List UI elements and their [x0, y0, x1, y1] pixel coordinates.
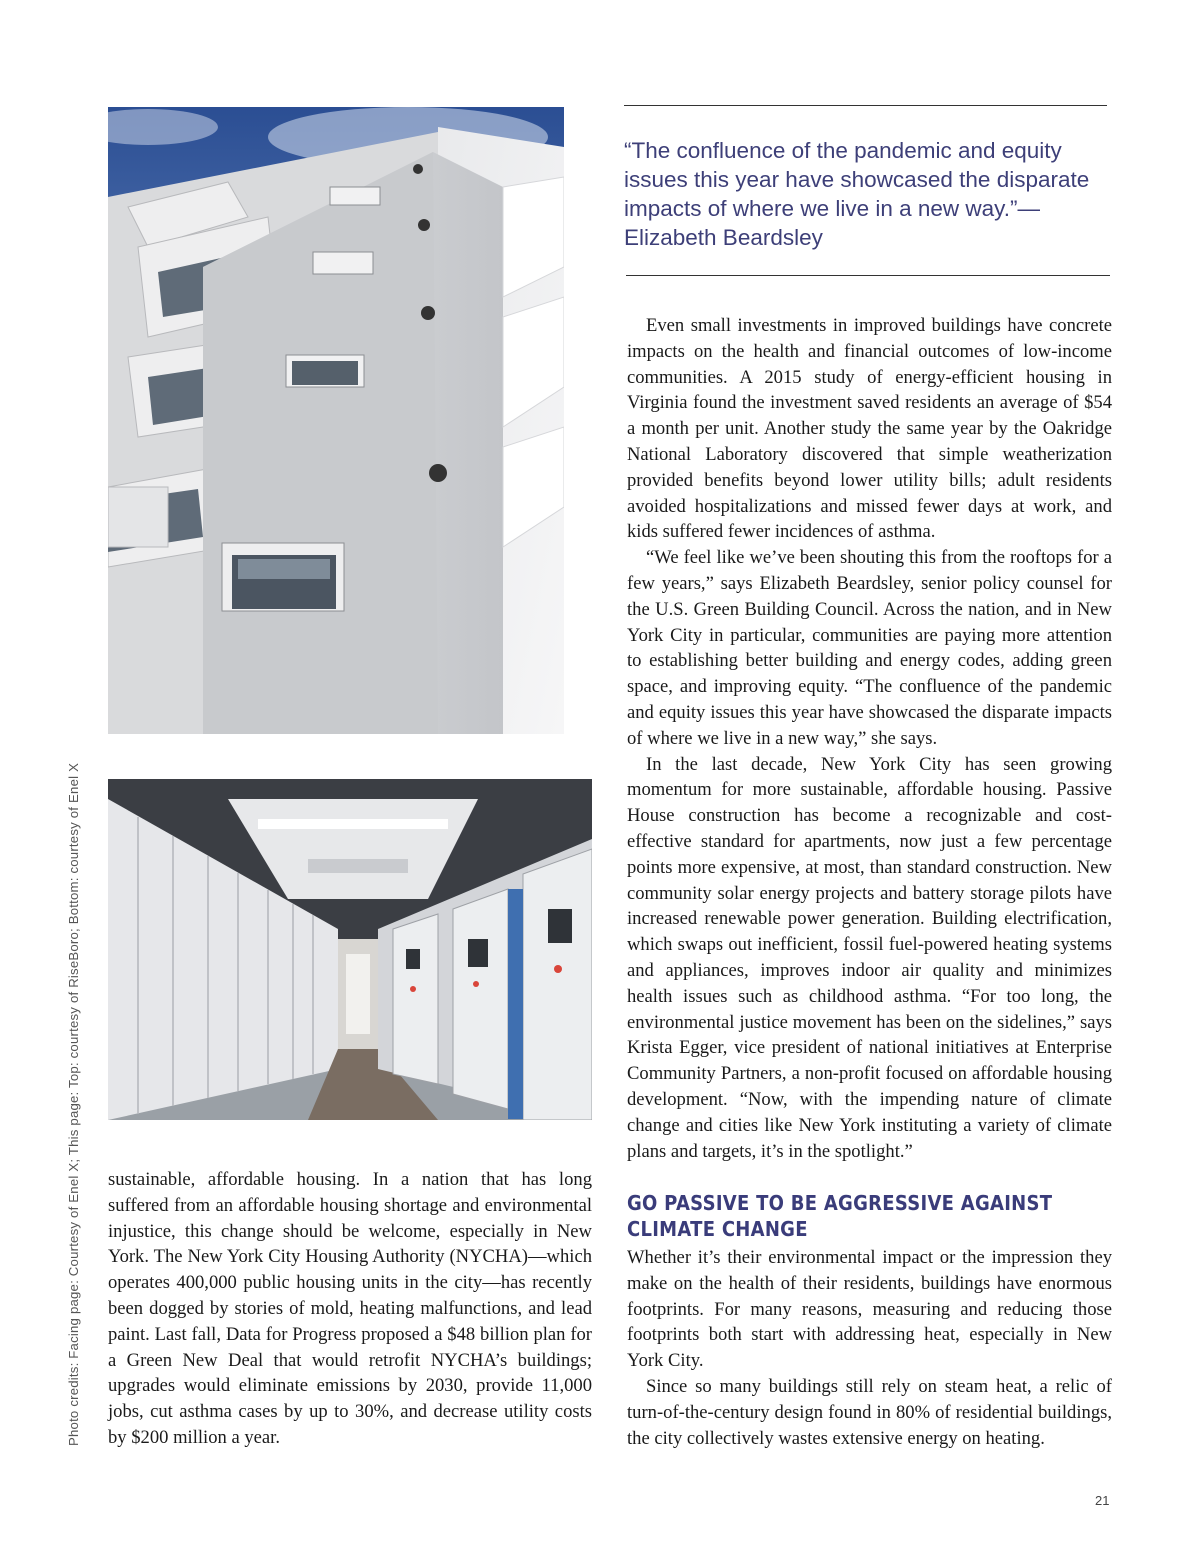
- body-paragraph: In the last decade, New York City has seen growing momentum for more sustainable, affordable housing. Passive House construction has become a recognizable and cost-effective standard for apartments, now just a few percentage points more expensive, at most, than standard construction. New community solar energy projects and battery storage pilots have increased renewable power generation. Building electrification, which swaps out inefficient, fossil fuel-powered heating systems and appliances, improves indoor air quality and minimizes health issues such as childhood asthma. “For too long, the environmental justice movement has been on the sidelines,” says Krista Egger, vice president of national initiatives at Enterprise Community Partners, a non-profit focused on affordable housing development. “Now, with the impending nature of climate change and cities like New York instituting a variety of climate plans and targets, it’s in the spotlight.”: [627, 753, 1112, 1162]
- section-paragraph: Whether it’s their environmental impact or the impression they make on the health of their residents, buildings have enormous footprints. For many reasons, measuring and reducing those footprints both start with addressing heat, especially in New York City.: [627, 1247, 1112, 1372]
- photo-credits: Photo credits: Facing page: Courtesy of Enel X; This page: Top: courtesy of RiseBoro; Bottom: courtesy of Enel X: [66, 762, 81, 1446]
- building-facade-illustration: [108, 107, 564, 734]
- body-paragraph: “We feel like we’ve been shouting this from the rooftops for a few years,” says Elizabeth Beardsley, senior policy counsel for the U.S. Green Building Council. Across the nation, and in New York City in particular, communities are paying more attention to establishing better building and energy codes, adding green space, and improving equity. “The confluence of the pandemic and equity issues this year have showcased the disparate impacts of where we live in a new way,” she says.: [627, 547, 1112, 749]
- right-column: [627, 313, 1112, 1164]
- pullquote-bottom-rule: [626, 275, 1110, 276]
- building-facade-photo: [108, 107, 564, 734]
- section-body: [627, 1245, 1112, 1451]
- battery-corridor-illustration: [108, 779, 592, 1120]
- page-number: 21: [1095, 1493, 1110, 1508]
- left-column: [108, 1167, 592, 1451]
- pullquote: “The confluence of the pandemic and equity issues this year have showcased the disparate impacts of where we live in a new way.”—Elizabeth Beardsley: [624, 138, 1090, 250]
- section-heading: GO PASSIVE TO BE AGGRESSIVE AGAINST CLIMATE CHANGE: [627, 1191, 1053, 1241]
- battery-storage-photo: [108, 779, 592, 1120]
- left-column-paragraph: sustainable, affordable housing. In a nation that has long suffered from an affordable housing shortage and environmental injustice, this change should be welcome, especially in New York. The New York City Housing Authority (NYCHA)—which operates 400,000 public housing units in the city—has recently been dogged by stories of mold, heating malfunctions, and lead paint. Last fall, Data for Progress proposed a $48 billion plan for a Green New Deal that would retrofit NYCHA’s buildings; upgrades would eliminate emissions by 2030, provide 11,000 jobs, cut asthma cases by up to 30%, and decrease utility costs by $200 million a year.: [108, 1169, 592, 1448]
- pullquote-top-rule: [624, 105, 1107, 106]
- section-paragraph: Since so many buildings still rely on steam heat, a relic of turn-of-the-century design found in 80% of residential buildings, the city collectively wastes extensive energy on heating.: [627, 1375, 1112, 1449]
- body-paragraph: Even small investments in improved buildings have concrete impacts on the health and financial outcomes of low-income communities. A 2015 study of energy-efficient housing in Virginia found the investment saved residents an average of $54 a month per unit. Another study the same year by the Oakridge National Laboratory discovered that simple weatherization provided benefits beyond lower utility bills; adult residents avoided hospitalizations and missed fewer days at work, and kids suffered fewer incidences of asthma.: [627, 315, 1112, 543]
